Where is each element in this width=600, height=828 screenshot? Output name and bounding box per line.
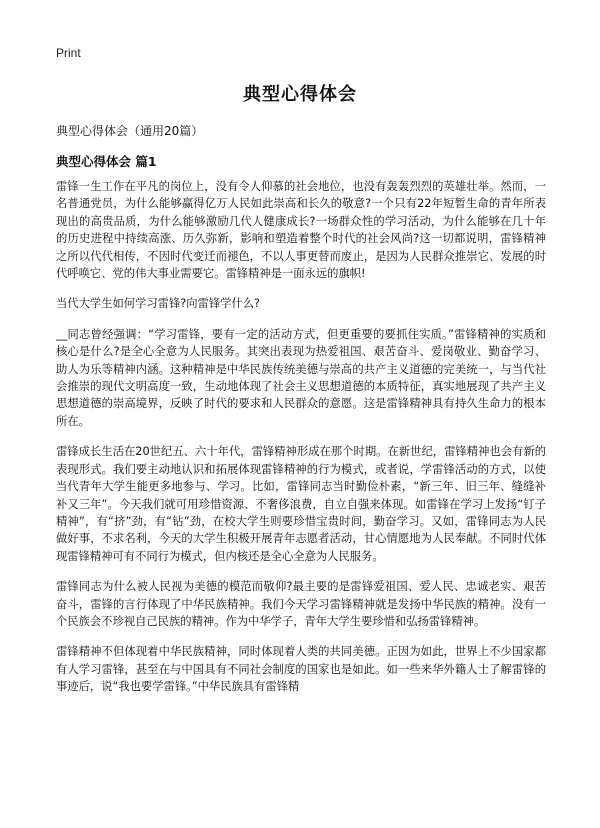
print-link[interactable]: Print <box>56 46 81 60</box>
document-subtitle: 典型心得体会（通用20篇） <box>56 124 204 138</box>
paragraph: 雷锋成长生活在20世纪五、六十年代，雷锋精神形成在那个时期。在新世纪，雷锋精神也会有新的表现形式。我们要主动地认识和拓展体现雷锋精神的行为模式，或者说，学雷锋活动的方式，以使当代青年大学生能更多地参与、学习。比如，雷锋同志当时勤俭朴素，“新三年、旧三年、缝缝补补又三年”。今天我们就可用珍惜资源、不奢侈浪费，自立自强来体现。如雷锋在学习上发扬“钉子精神”，有“挤”劲，有“钻”劲，在校大学生则要珍惜宝贵时间，勤奋学习。又如，雷锋同志为人民做好事，不求名利，今天的大学生积极开展青年志愿者活动，甘心情愿地为人民奉献。不同时代体现雷锋精神可有不同行为模式，但内核还是全心全意为人民服务。 <box>56 445 546 563</box>
paragraph: 雷锋一生工作在平凡的岗位上，没有令人仰慕的社会地位，也没有轰轰烈烈的英雄壮举。然而，一名普通党员，为什么能够赢得亿万人民如此崇高和长久的敬意?一个只有22年短暂生命的青年所表现出的高贵品质，为什么能够激励几代人健康成长?一场群众性的学习活动，为什么能够在几十年的历史进程中持续高涨、历久弥新，影响和塑造着整个时代的社会风尚?这一切都说明，雷锋精神之所以代代相传，不因时代变迁而褪色，不以人事更替而废止，是因为人民群众推崇它、发展的时代呼唤它、党的伟大事业需要它。雷锋精神是一面永远的旗帜! <box>56 180 546 281</box>
paragraph: __同志曾经强调：“学习雷锋，要有一定的活动方式，但更重要的要抓住实质。”雷锋精神的实质和核心是什么?是全心全意为人民服务。其突出表现为热爱祖国、艰苦奋斗、爱岗敬业、勤奋学习、助人为乐等精神内涵。这种精神是中华民族传统美德与崇高的共产主义道德的完美统一，与当代社会推崇的现代文明高度一致，生动地体现了社会主义思想道德的本质特征，真实地展现了共产主义思想道德的崇高境界，反映了时代的要求和人民群众的意愿。这是雷锋精神具有持久生命力的根本所在。 <box>56 327 546 428</box>
paragraph: 雷锋精神不但体现着中华民族精神，同时体现着人类的共同美德。正因为如此，世界上不少国家都有人学习雷锋，甚至在与中国具有不同社会制度的国家也是如此。如一些来华外籍人士了解雷锋的事迹后，说“我也要学雷锋。”中华民族具有雷锋精 <box>56 645 546 694</box>
section-heading: 典型心得体会 篇1 <box>56 154 157 169</box>
article-body <box>56 178 546 709</box>
paragraph: 当代大学生如何学习雷锋?向雷锋学什么? <box>56 297 261 311</box>
page-title: 典型心得体会 <box>243 84 357 105</box>
paragraph: 雷锋同志为什么被人民视为美德的模范而敬仰?最主要的是雷锋爱祖国、爱人民、忠诚老实、艰苦奋斗，雷锋的言行体现了中华民族精神。我们今天学习雷锋精神就是发扬中华民族的精神。没有一个民族会不珍视自己民族的精神。作为中华学子，青年大学生要珍惜和弘扬雷锋精神。 <box>56 580 546 628</box>
